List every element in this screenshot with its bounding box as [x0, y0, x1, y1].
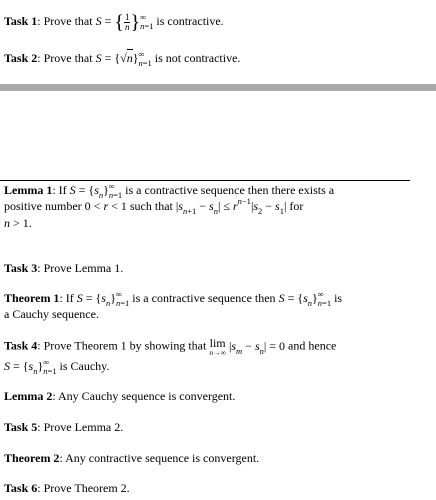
lemma1-formula-seq: $S = \{s_n\}$ ∞ n=1: [69, 181, 123, 200]
lemma1-line3: n > 1.: [4, 216, 32, 230]
task3-label: Task 3: [4, 261, 38, 275]
theorem2-label: Theorem 2: [4, 451, 60, 465]
task6-text: : Prove Theorem 2.: [37, 481, 130, 495]
lemma2-text: : Any Cauchy sequence is convergent.: [52, 389, 236, 403]
task5-line: [4, 420, 123, 435]
task4-line2: [4, 358, 109, 376]
task4-formula-seq: $S = \{s_n\}$ ∞ n=1: [4, 357, 57, 376]
task2-suffix: is not contractive.: [154, 50, 241, 65]
theorem2-text: : Any contractive sequence is convergent.: [59, 451, 260, 465]
lemma1-line1-mid: is a contractive sequence then there exists a: [122, 182, 335, 197]
task1-prefix: : Prove that: [37, 13, 96, 28]
lemma1-formula-ineq: $|s_{n+1} - s_n| \le r^{n-1}|s_2 - s_1|$: [175, 196, 287, 216]
section-separator-bar: [0, 84, 436, 91]
lemma1-line2-suffix: for: [286, 199, 304, 213]
task1-line: [4, 12, 224, 32]
lemma1-formula-r: 0 < r < 1: [84, 199, 127, 213]
lemma1-line2: [4, 196, 304, 216]
task6-label: Task 6: [4, 481, 38, 495]
lemma1-line3-text: > 1.: [10, 216, 32, 230]
task4-line1: [4, 337, 336, 357]
lemma1-line2-prefix: positive number: [4, 199, 85, 213]
task4-suffix: and hence: [285, 338, 337, 353]
theorem2-line: [4, 451, 259, 466]
theorem1-formula-a: $S = \{s_n\}$ ∞ n=1: [76, 289, 130, 308]
theorem1-suffix: is: [331, 290, 343, 305]
lemma1-line1-prefix: : If: [52, 182, 70, 197]
task4-line2-suffix: is Cauchy.: [56, 358, 110, 373]
task1-suffix: is contractive.: [156, 13, 224, 28]
theorem1-formula-b: $S = \{s_n\}$ ∞ n=1: [278, 289, 332, 308]
theorem1-label: Theorem 1: [4, 290, 60, 305]
task4-text: : Prove Theorem 1 by showing that: [37, 338, 210, 353]
lemma1-label: Lemma 1: [4, 182, 53, 197]
task2-label: Task 2: [4, 50, 38, 65]
task2-prefix: : Prove that: [37, 50, 96, 65]
task4-label: Task 4: [4, 338, 38, 353]
task2-line: [4, 50, 240, 68]
task5-text: : Prove Lemma 2.: [37, 420, 124, 434]
task2-formula: S = {√n} ∞ n=1: [95, 49, 152, 68]
theorem1-line2: a Cauchy sequence.: [4, 307, 99, 321]
lemma2-label: Lemma 2: [4, 389, 53, 403]
task6-line: [4, 481, 130, 496]
lemma2-line: [4, 389, 235, 404]
task1-label: Task 1: [4, 13, 38, 28]
task3-line: [4, 261, 123, 276]
theorem1-line1: [4, 290, 342, 308]
task4-formula-lim: lim n→∞ $|s_m - s_n| = 0$: [209, 336, 286, 357]
theorem1-mid: is a contractive sequence then: [129, 290, 279, 305]
lemma1-line2-mid: such that: [126, 199, 176, 213]
task5-label: Task 5: [4, 420, 38, 434]
theorem1-prefix: : If: [59, 290, 77, 305]
section-rule: [0, 180, 410, 181]
task3-text: : Prove Lemma 1.: [37, 261, 124, 275]
lemma1-line1: [4, 182, 334, 200]
task1-formula: S = { $\frac{1}{n}$ } ∞ n=1: [95, 11, 154, 33]
